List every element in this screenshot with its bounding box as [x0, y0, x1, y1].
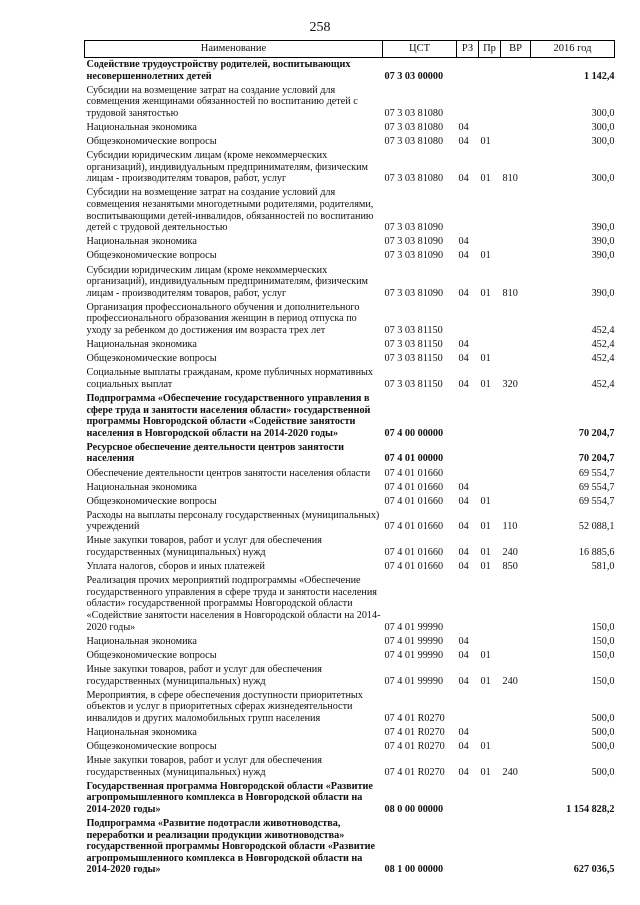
row-name: Подпрограмма «Развитие подотрасли животноводства, переработки и реализации продукции животноводства» государственной программы Новгородской области «Развитие агропромышленного комплекса в Новгородской области на 2014-2020 годы» — [86, 818, 375, 876]
row-name: Национальная экономика — [86, 236, 197, 248]
row-pr — [479, 301, 501, 338]
row-rz: 04 — [458, 250, 469, 262]
row-pr: 01 — [480, 136, 491, 148]
row-rz: 04 — [458, 649, 469, 661]
table-row — [85, 689, 615, 726]
row-pr — [479, 817, 501, 877]
row-cst: 07 4 01 01660 — [384, 495, 444, 507]
row-cst: 07 3 03 81080 — [384, 173, 444, 185]
row-cst: 07 4 01 00000 — [384, 453, 444, 465]
row-pr: 01 — [480, 649, 491, 661]
row-pr — [479, 392, 501, 441]
row-vr: 810 — [502, 287, 518, 299]
row-name: Общеэкономические вопросы — [86, 495, 217, 507]
row-pr — [479, 574, 501, 634]
row-cst: 07 4 01 99990 — [384, 649, 444, 661]
row-vr: 240 — [502, 547, 518, 559]
row-cst: 08 1 00 00000 — [384, 864, 444, 876]
row-name: Обеспечение деятельности центров занятости населения области — [86, 467, 371, 479]
row-pr: 01 — [480, 495, 491, 507]
table-row — [85, 235, 615, 249]
row-name: Общеэкономические вопросы — [86, 136, 217, 148]
row-name: Иные закупки товаров, работ и услуг для обеспечения государственных (муниципальных) нужд — [86, 755, 322, 778]
row-rz — [457, 780, 479, 817]
row-sum: 70 204,7 — [578, 453, 615, 465]
row-cst: 07 4 01 01660 — [384, 561, 444, 573]
row-pr — [479, 441, 501, 467]
row-vr — [501, 649, 531, 663]
header-name: Наименование — [85, 41, 383, 58]
page-number: 258 — [309, 20, 331, 35]
row-vr — [501, 481, 531, 495]
table-row — [85, 58, 615, 84]
row-cst: 07 3 03 81090 — [384, 250, 444, 262]
row-rz: 04 — [458, 561, 469, 573]
header-pr: Пр — [479, 41, 501, 58]
row-rz — [457, 84, 479, 121]
row-sum: 452,4 — [591, 378, 615, 390]
row-cst: 07 3 03 81080 — [384, 136, 444, 148]
row-name: Социальные выплаты гражданам, кроме публичных нормативных социальных выплат — [86, 367, 373, 390]
row-sum: 390,0 — [591, 287, 615, 299]
row-rz — [457, 467, 479, 481]
row-pr — [479, 780, 501, 817]
row-rz: 04 — [458, 521, 469, 533]
row-sum: 390,0 — [591, 250, 615, 262]
row-sum: 69 554,7 — [578, 495, 615, 507]
row-sum: 52 088,1 — [578, 521, 615, 533]
row-pr — [479, 481, 501, 495]
row-pr — [479, 338, 501, 352]
row-vr: 110 — [502, 521, 518, 533]
row-cst: 07 3 03 81150 — [384, 353, 443, 365]
table-body — [85, 58, 615, 878]
table-row — [85, 441, 615, 467]
row-sum: 1 142,4 — [583, 70, 615, 82]
row-name: Иные закупки товаров, работ и услуг для обеспечения государственных (муниципальных) нужд — [86, 663, 322, 687]
row-rz: 04 — [458, 136, 469, 148]
row-rz — [457, 817, 479, 877]
row-vr — [501, 467, 531, 481]
row-name: Подпрограмма «Обеспечение государственного управления в сфере труда и занятости населения области» государственной программы Новгородской области «Содействие занятости населения в Новгородской области на 2014-2020 годы» — [86, 392, 371, 439]
table-row — [85, 249, 615, 263]
row-vr — [501, 689, 531, 726]
row-sum: 150,0 — [591, 675, 615, 687]
row-vr — [501, 235, 531, 249]
row-sum: 300,0 — [591, 136, 615, 148]
row-name: Содействие трудоустройству родителей, воспитывающих несовершеннолетних детей — [86, 59, 351, 82]
row-name: Общеэкономические вопросы — [86, 649, 217, 661]
table-row — [85, 135, 615, 149]
table-row — [85, 817, 615, 877]
row-pr: 01 — [480, 766, 491, 778]
table-row — [85, 338, 615, 352]
row-cst: 07 3 03 81080 — [384, 121, 444, 133]
row-sum: 300,0 — [591, 173, 615, 185]
row-rz: 04 — [458, 726, 469, 738]
row-name: Субсидии юридическим лицам (кроме некоммерческих организаций), индивидуальным предпринимателям, физическим лицам - производителям товаров, работ, услуг — [86, 150, 368, 185]
row-sum: 500,0 — [591, 726, 615, 738]
row-sum: 452,4 — [591, 353, 615, 365]
row-cst: 07 3 03 81150 — [384, 378, 443, 390]
row-cst: 07 4 01 01660 — [384, 467, 444, 479]
row-vr — [501, 726, 531, 740]
row-pr — [479, 121, 501, 135]
table-row — [85, 186, 615, 235]
row-cst: 08 0 00 00000 — [384, 803, 444, 815]
table-row — [85, 635, 615, 649]
row-rz: 04 — [458, 353, 469, 365]
table-row — [85, 534, 615, 560]
row-vr: 850 — [502, 561, 518, 573]
row-rz: 04 — [458, 495, 469, 507]
table-row — [85, 509, 615, 535]
row-rz: 04 — [458, 766, 469, 778]
row-pr: 01 — [480, 353, 491, 365]
row-cst: 07 3 03 81090 — [384, 236, 444, 248]
row-cst: 07 3 03 81090 — [384, 287, 444, 299]
table-row — [85, 574, 615, 634]
row-pr: 01 — [480, 173, 491, 185]
table-row — [85, 467, 615, 481]
row-vr — [501, 135, 531, 149]
row-name: Расходы на выплаты персоналу государственных (муниципальных) учреждений — [86, 509, 380, 533]
row-rz: 04 — [458, 287, 469, 299]
row-rz: 04 — [458, 481, 469, 493]
row-vr — [501, 574, 531, 634]
row-cst: 07 4 01 99990 — [384, 635, 444, 647]
table-row — [85, 560, 615, 574]
row-cst: 07 4 01 R0270 — [384, 740, 445, 752]
row-cst: 07 4 01 01660 — [384, 521, 444, 533]
row-cst: 07 3 03 81090 — [384, 222, 444, 234]
row-vr: 240 — [502, 675, 518, 687]
row-name: Субсидии юридическим лицам (кроме некоммерческих организаций), индивидуальным предпринимателям, физическим лицам - производителям товаров, работ, услуг — [86, 264, 368, 299]
row-cst: 07 4 01 R0270 — [384, 712, 445, 724]
row-name: Иные закупки товаров, работ и услуг для обеспечения государственных (муниципальных) нужд — [86, 535, 322, 559]
row-sum: 581,0 — [591, 561, 615, 573]
table-row — [85, 149, 615, 186]
row-rz — [457, 574, 479, 634]
row-sum: 16 885,6 — [578, 547, 615, 559]
row-cst: 07 4 01 R0270 — [384, 766, 445, 778]
row-name: Национальная экономика — [86, 481, 197, 493]
row-name: Уплата налогов, сборов и иных платежей — [86, 561, 265, 573]
row-vr — [501, 84, 531, 121]
row-sum: 500,0 — [591, 712, 615, 724]
header-year: 2016 год — [531, 41, 615, 58]
row-rz — [457, 392, 479, 441]
row-sum: 500,0 — [591, 766, 615, 778]
row-name: Мероприятия, в сфере обеспечения доступности приоритетных объектов и услуг в приоритетных сферах жизнедеятельности инвалидов и других маломобильных групп населения — [86, 689, 363, 724]
row-pr — [479, 58, 501, 84]
row-pr: 01 — [480, 378, 491, 390]
header-rz: РЗ — [457, 41, 479, 58]
row-name: Общеэкономические вопросы — [86, 250, 217, 262]
row-name: Национальная экономика — [86, 121, 197, 133]
row-cst: 07 4 01 R0270 — [384, 726, 445, 738]
table-row — [85, 663, 615, 689]
row-pr — [479, 467, 501, 481]
table-row — [85, 740, 615, 754]
row-name: Государственная программа Новгородской области «Развитие агропромышленного комплекса в Новгородской области на 2014-2020 годы» — [86, 780, 373, 815]
row-cst: 07 4 01 01660 — [384, 547, 444, 559]
row-rz: 04 — [458, 236, 469, 248]
row-name: Субсидии на возмещение затрат на создание условий для совмещения незанятыми многодетными родителями, родителями, воспитывающими детей-инвалидов, обязанностей по воспитанию детей с трудовой деятельностью — [86, 187, 374, 234]
row-sum: 1 154 828,2 — [566, 803, 615, 815]
table-row — [85, 392, 615, 441]
row-vr — [501, 817, 531, 877]
row-rz — [457, 301, 479, 338]
row-sum: 300,0 — [591, 107, 615, 119]
row-vr — [501, 121, 531, 135]
row-sum: 150,0 — [591, 635, 615, 647]
row-vr — [501, 441, 531, 467]
table-row — [85, 264, 615, 301]
table-row — [85, 301, 615, 338]
row-vr — [501, 186, 531, 235]
row-pr — [479, 84, 501, 121]
table-row — [85, 754, 615, 780]
row-sum: 70 204,7 — [578, 427, 615, 439]
row-vr — [501, 58, 531, 84]
row-pr: 01 — [480, 287, 491, 299]
row-sum: 452,4 — [591, 339, 615, 351]
row-vr: 240 — [502, 766, 518, 778]
row-vr — [501, 392, 531, 441]
row-vr — [501, 740, 531, 754]
row-pr — [479, 726, 501, 740]
row-rz: 04 — [458, 635, 469, 647]
row-pr: 01 — [480, 250, 491, 262]
row-sum: 300,0 — [591, 121, 615, 133]
row-vr — [501, 301, 531, 338]
row-vr — [501, 635, 531, 649]
row-rz: 04 — [458, 675, 469, 687]
row-name: Реализация прочих мероприятий подпрограммы «Обеспечение государственного управления в сфере труда и занятости населения области» государственной программы Новгородской области «Содействие занятости населения в Новгородской области на 2014-2020 годы» — [86, 575, 381, 633]
row-vr: 320 — [502, 378, 518, 390]
row-rz: 04 — [458, 339, 469, 351]
row-pr — [479, 235, 501, 249]
table-row — [85, 780, 615, 817]
table-row — [85, 352, 615, 366]
row-name: Национальная экономика — [86, 635, 197, 647]
row-name: Организация профессионального обучения и дополнительного профессионального образования женщин в период отпуска по уходу за ребенком до достижения им возраста трех лет — [86, 301, 360, 336]
header-vr: ВР — [501, 41, 531, 58]
table-header-row — [85, 41, 615, 58]
row-sum: 452,4 — [591, 324, 615, 336]
row-rz: 04 — [458, 547, 469, 559]
table-row — [85, 649, 615, 663]
row-sum: 150,0 — [591, 649, 615, 661]
row-vr — [501, 780, 531, 817]
row-rz — [457, 441, 479, 467]
row-rz: 04 — [458, 173, 469, 185]
row-vr — [501, 249, 531, 263]
row-pr — [479, 186, 501, 235]
row-pr — [479, 689, 501, 726]
row-vr — [501, 352, 531, 366]
row-pr: 01 — [480, 675, 491, 687]
row-name: Национальная экономика — [86, 339, 197, 351]
header-cst: ЦСТ — [383, 41, 457, 58]
table-row — [85, 495, 615, 509]
row-rz — [457, 186, 479, 235]
row-cst: 07 4 00 00000 — [384, 427, 444, 439]
row-sum: 627 036,5 — [573, 864, 615, 876]
row-rz: 04 — [458, 121, 469, 133]
row-sum: 150,0 — [591, 621, 615, 633]
row-sum: 69 554,7 — [578, 467, 615, 479]
row-cst: 07 3 03 81150 — [384, 339, 443, 351]
row-pr: 01 — [480, 521, 491, 533]
row-rz: 04 — [458, 378, 469, 390]
row-cst: 07 4 01 01660 — [384, 481, 444, 493]
row-name: Национальная экономика — [86, 726, 197, 738]
row-rz — [457, 689, 479, 726]
row-rz: 04 — [458, 740, 469, 752]
row-vr: 810 — [502, 173, 518, 185]
row-vr — [501, 338, 531, 352]
row-sum: 69 554,7 — [578, 481, 615, 493]
table-row — [85, 726, 615, 740]
row-rz — [457, 58, 479, 84]
row-cst: 07 4 01 99990 — [384, 675, 444, 687]
row-cst: 07 3 03 81150 — [384, 324, 443, 336]
row-pr: 01 — [480, 561, 491, 573]
row-name: Общеэкономические вопросы — [86, 740, 217, 752]
table-row — [85, 84, 615, 121]
budget-table — [84, 40, 615, 878]
row-sum: 390,0 — [591, 222, 615, 234]
row-sum: 390,0 — [591, 236, 615, 248]
row-name: Ресурсное обеспечение деятельности центров занятости населения — [86, 441, 344, 465]
table-row — [85, 121, 615, 135]
row-name: Субсидии на возмещение затрат на создание условий для совмещения женщинами обязанностей по воспитанию детей с трудовой занятостью — [86, 84, 358, 119]
row-sum: 500,0 — [591, 740, 615, 752]
row-name: Общеэкономические вопросы — [86, 353, 217, 365]
row-pr: 01 — [480, 740, 491, 752]
table-row — [85, 366, 615, 392]
table-row — [85, 481, 615, 495]
row-vr — [501, 495, 531, 509]
row-pr — [479, 635, 501, 649]
row-pr: 01 — [480, 547, 491, 559]
row-cst: 07 3 03 00000 — [384, 70, 444, 82]
row-cst: 07 4 01 99990 — [384, 621, 444, 633]
row-cst: 07 3 03 81080 — [384, 107, 444, 119]
